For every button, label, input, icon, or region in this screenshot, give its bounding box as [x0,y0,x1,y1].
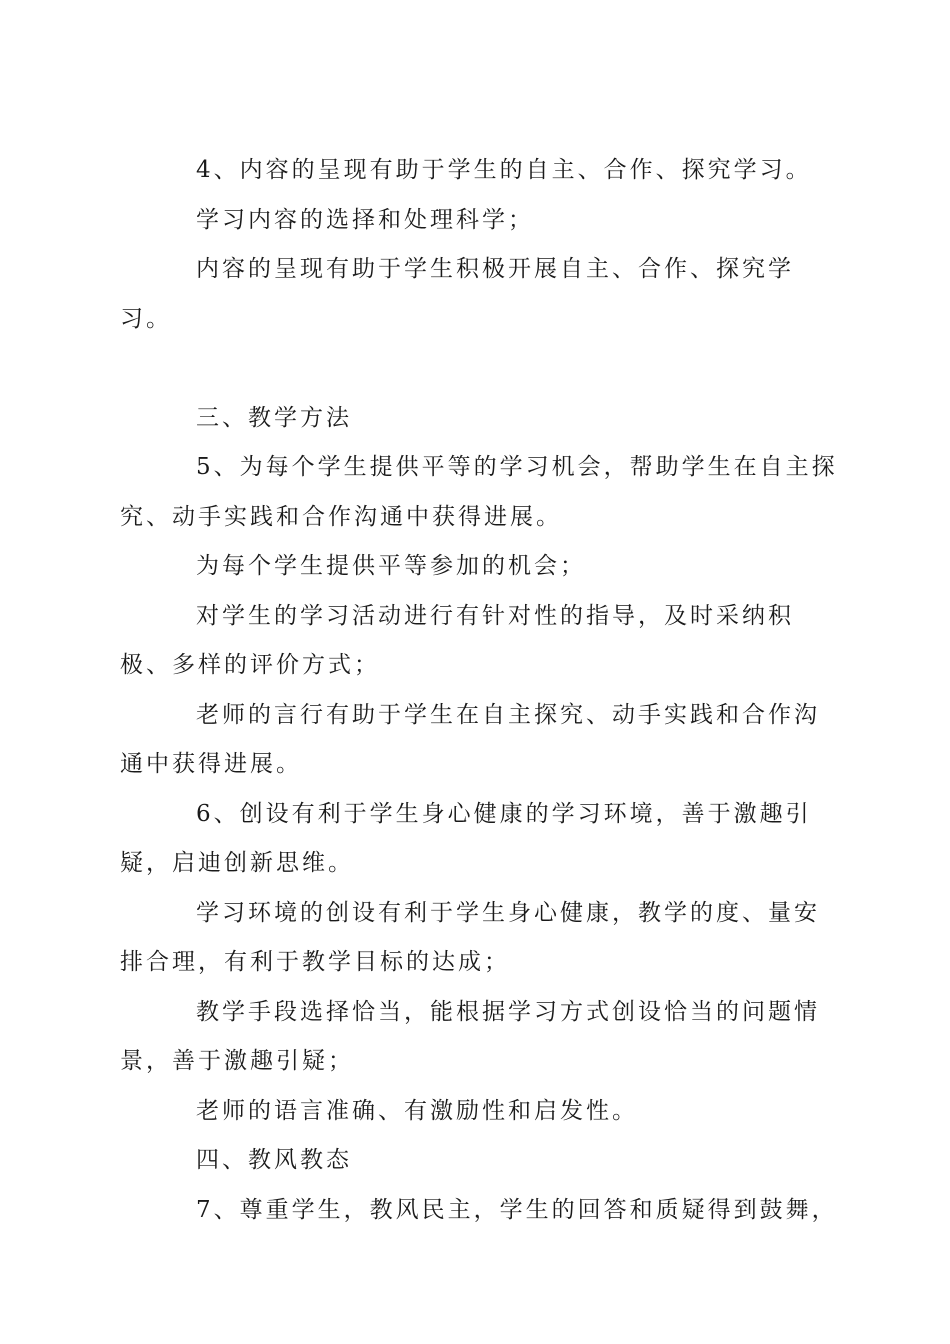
section-heading-teaching-style: 四、教风教态 [196,1147,352,1173]
paragraph-item-6: 6、创设有利于学生身心健康的学习环境，善于激趣引疑，启迪创新思维。 [120,800,812,876]
section-heading-teaching-methods: 三、教学方法 [196,404,352,431]
paragraph-content-selection: 学习内容的选择和处理科学； [196,206,534,233]
paragraph-item-5: 5、为每个学生提供平等的学习机会，帮助学生在自主探究、动手实践和合作沟通中获得进展。 [120,454,838,530]
paragraph-item-4: 4、内容的呈现有助于学生的自主、合作、探究学习。 [196,157,812,183]
paragraph-teacher-language: 老师的语言准确、有激励性和启发性。 [196,1097,638,1124]
paragraph-learning-environment: 学习环境的创设有利于学生身心健康，教学的度、量安排合理，有利于教学目标的达成； [120,899,820,975]
paragraph-targeted-guidance: 对学生的学习活动进行有针对性的指导，及时采纳积极、多样的评价方式； [120,602,794,678]
paragraph-teaching-means: 教学手段选择恰当，能根据学习方式创设恰当的问题情景，善于激趣引疑； [120,998,820,1074]
paragraph-content-presentation: 内容的呈现有助于学生积极开展自主、合作、探究学习。 [120,256,794,332]
paragraph-teacher-conduct: 老师的言行有助于学生在自主探究、动手实践和合作沟通中获得进展。 [120,701,820,777]
paragraph-item-7: 7、尊重学生，教风民主，学生的回答和质疑得到鼓舞， [196,1196,838,1223]
blank-line [120,344,840,394]
paragraph-equal-participation: 为每个学生提供平等参加的机会； [196,553,586,579]
document-body [120,146,840,1235]
